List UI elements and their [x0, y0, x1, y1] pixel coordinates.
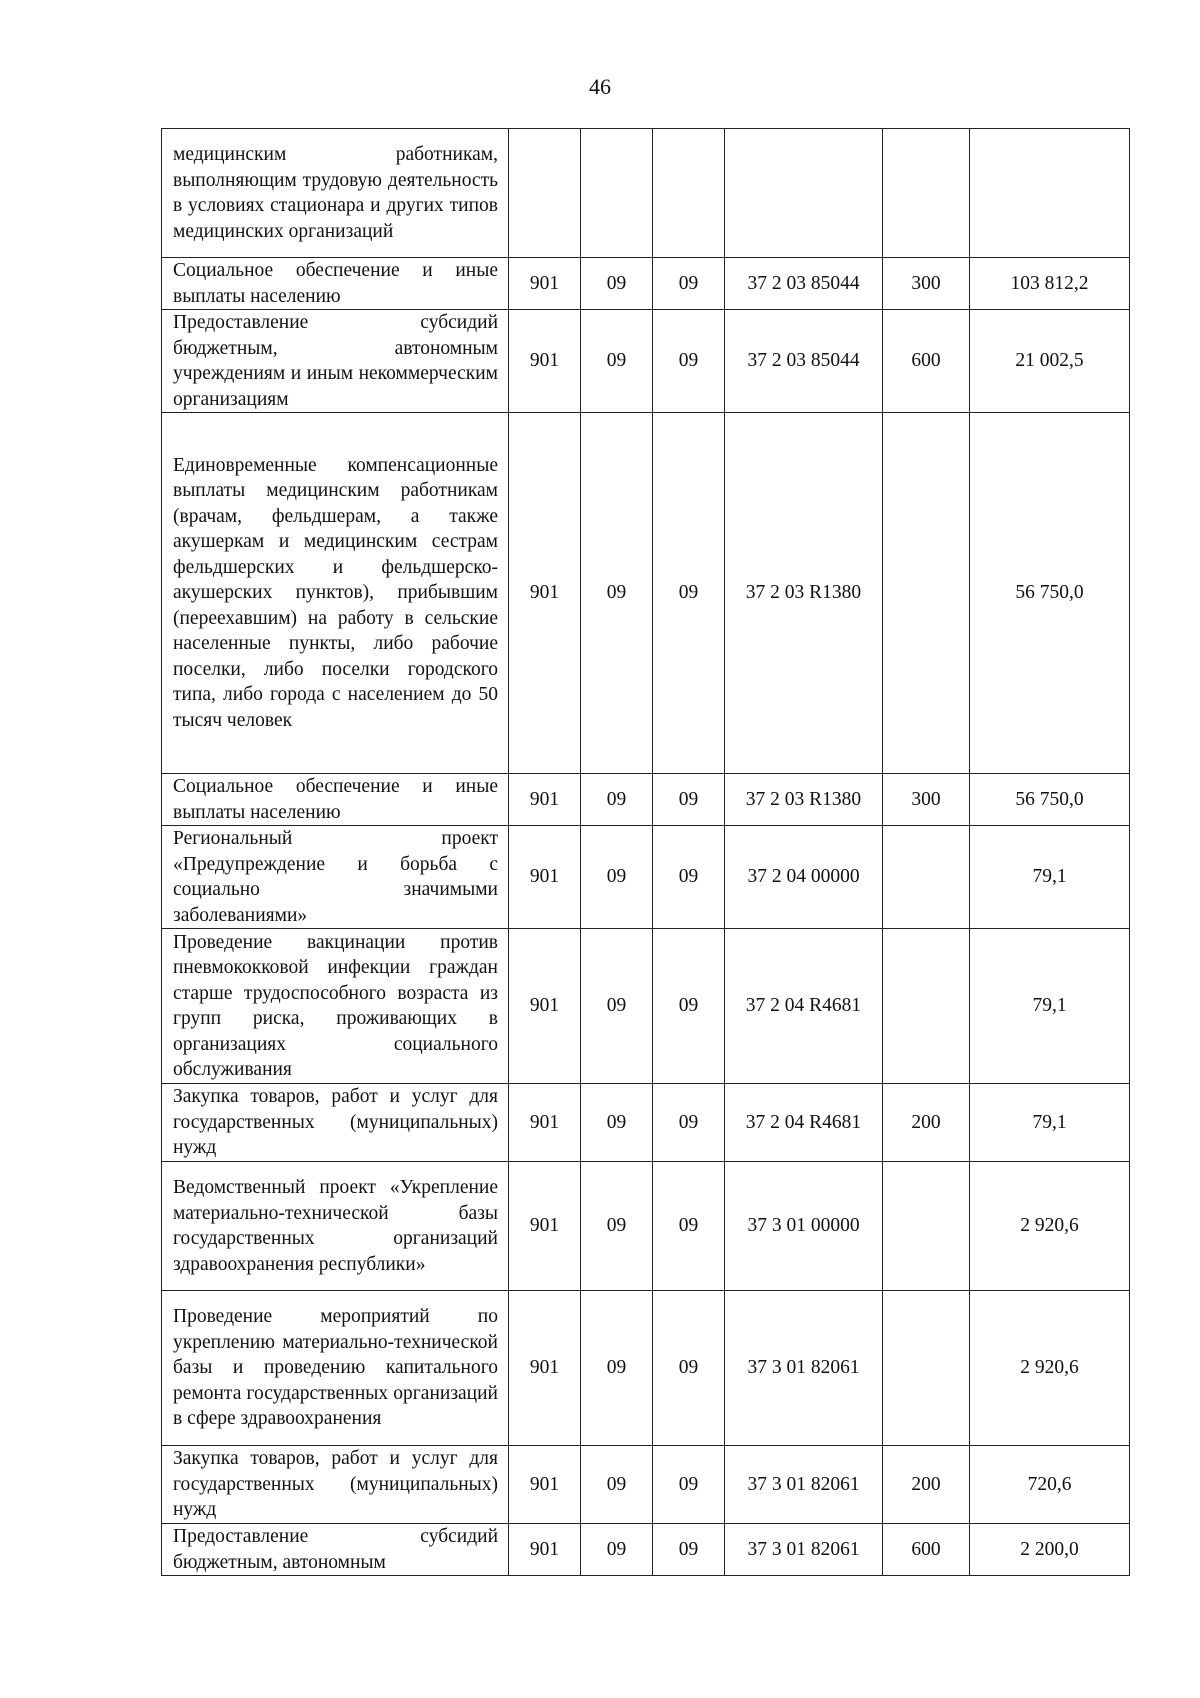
row-target-article	[725, 129, 883, 258]
row-section: 09	[581, 826, 653, 929]
row-name: Закупка товаров, работ и услуг для государственных (муниципальных) нужд	[162, 1446, 509, 1524]
row-sum: 2 920,6	[970, 1291, 1130, 1446]
row-grbs: 901	[509, 1162, 581, 1291]
row-grbs: 901	[509, 1291, 581, 1446]
row-expense-type	[883, 413, 970, 774]
row-subsection	[653, 129, 725, 258]
row-expense-type	[883, 1291, 970, 1446]
row-grbs: 901	[509, 929, 581, 1084]
row-target-article: 37 2 04 R4681	[725, 929, 883, 1084]
row-name: Ведомственный проект «Укрепление материально-технической базы государственных организаций здравоохранения республики»	[162, 1162, 509, 1291]
row-sum: 56 750,0	[970, 774, 1130, 826]
row-name: Предоставление субсидий бюджетным, автономным учреждениям и иным некоммерческим организациям	[162, 310, 509, 413]
row-target-article: 37 3 01 82061	[725, 1291, 883, 1446]
row-grbs: 901	[509, 310, 581, 413]
row-name: медицинским работникам, выполняющим трудовую деятельность в условиях стационара и других типов медицинских организаций	[162, 129, 509, 258]
row-target-article: 37 2 04 R4681	[725, 1084, 883, 1162]
row-target-article: 37 2 03 85044	[725, 310, 883, 413]
table-row	[162, 310, 1130, 413]
table-row	[162, 826, 1130, 929]
table-row	[162, 1524, 1130, 1576]
row-expense-type: 300	[883, 258, 970, 310]
row-grbs: 901	[509, 413, 581, 774]
row-subsection: 09	[653, 1524, 725, 1576]
row-sum: 720,6	[970, 1446, 1130, 1524]
row-subsection: 09	[653, 826, 725, 929]
row-subsection: 09	[653, 929, 725, 1084]
row-subsection: 09	[653, 1291, 725, 1446]
table-row	[162, 129, 1130, 258]
row-section: 09	[581, 413, 653, 774]
row-name: Проведение мероприятий по укреплению материально-технической базы и проведению капитального ремонта государственных организаций в сфере здравоохранения	[162, 1291, 509, 1446]
row-name: Региональный проект «Предупреждение и борьба с социально значимыми заболеваниями»	[162, 826, 509, 929]
row-subsection: 09	[653, 1084, 725, 1162]
row-section: 09	[581, 1162, 653, 1291]
row-target-article: 37 2 03 R1380	[725, 774, 883, 826]
row-section	[581, 129, 653, 258]
table-row	[162, 413, 1130, 774]
row-name: Социальное обеспечение и иные выплаты населению	[162, 774, 509, 826]
row-section: 09	[581, 1524, 653, 1576]
page-number: 46	[589, 74, 611, 99]
row-grbs: 901	[509, 1084, 581, 1162]
row-subsection: 09	[653, 258, 725, 310]
row-sum: 21 002,5	[970, 310, 1130, 413]
row-target-article: 37 3 01 82061	[725, 1524, 883, 1576]
row-target-article: 37 2 04 00000	[725, 826, 883, 929]
budget-table	[161, 128, 1130, 1576]
row-expense-type	[883, 929, 970, 1084]
row-grbs: 901	[509, 826, 581, 929]
row-name: Социальное обеспечение и иные выплаты населению	[162, 258, 509, 310]
row-section: 09	[581, 258, 653, 310]
row-expense-type	[883, 129, 970, 258]
row-expense-type: 600	[883, 1524, 970, 1576]
row-subsection: 09	[653, 1162, 725, 1291]
row-subsection: 09	[653, 774, 725, 826]
row-sum: 2 920,6	[970, 1162, 1130, 1291]
row-sum: 103 812,2	[970, 258, 1130, 310]
row-name: Предоставление субсидий бюджетным, автономным	[162, 1524, 509, 1576]
row-sum: 79,1	[970, 826, 1130, 929]
row-sum: 56 750,0	[970, 413, 1130, 774]
row-grbs: 901	[509, 1524, 581, 1576]
row-target-article: 37 2 03 85044	[725, 258, 883, 310]
row-expense-type: 300	[883, 774, 970, 826]
row-section: 09	[581, 1446, 653, 1524]
row-subsection: 09	[653, 1446, 725, 1524]
row-grbs: 901	[509, 1446, 581, 1524]
row-section: 09	[581, 774, 653, 826]
row-name: Проведение вакцинации против пневмококковой инфекции граждан старше трудоспособного возраста из групп риска, проживающих в организациях социального обслуживания	[162, 929, 509, 1084]
row-target-article: 37 2 03 R1380	[725, 413, 883, 774]
table-row	[162, 774, 1130, 826]
row-grbs: 901	[509, 774, 581, 826]
row-name: Закупка товаров, работ и услуг для государственных (муниципальных) нужд	[162, 1084, 509, 1162]
row-section: 09	[581, 1291, 653, 1446]
row-expense-type	[883, 1162, 970, 1291]
row-section: 09	[581, 310, 653, 413]
row-section: 09	[581, 1084, 653, 1162]
row-target-article: 37 3 01 82061	[725, 1446, 883, 1524]
row-section: 09	[581, 929, 653, 1084]
table-row	[162, 258, 1130, 310]
table-row	[162, 1162, 1130, 1291]
table-row	[162, 1446, 1130, 1524]
table-row	[162, 1084, 1130, 1162]
row-subsection: 09	[653, 413, 725, 774]
row-grbs	[509, 129, 581, 258]
row-expense-type: 200	[883, 1446, 970, 1524]
row-sum	[970, 129, 1130, 258]
row-sum: 79,1	[970, 1084, 1130, 1162]
budget-table-body	[162, 129, 1130, 1576]
row-grbs: 901	[509, 258, 581, 310]
row-subsection: 09	[653, 310, 725, 413]
row-expense-type	[883, 826, 970, 929]
row-sum: 79,1	[970, 929, 1130, 1084]
table-row	[162, 1291, 1130, 1446]
table-row	[162, 929, 1130, 1084]
row-expense-type: 600	[883, 310, 970, 413]
row-sum: 2 200,0	[970, 1524, 1130, 1576]
row-target-article: 37 3 01 00000	[725, 1162, 883, 1291]
row-expense-type: 200	[883, 1084, 970, 1162]
row-name: Единовременные компенсационные выплаты медицинским работникам (врачам, фельдшерам, а также акушеркам и медицинским сестрам фельдшерских и фельдшерско-акушерских пунктов), прибывшим (переехавшим) на работу в сельские населенные пункты, либо рабочие поселки, либо поселки городского типа, либо города с населением до 50 тысяч человек	[162, 413, 509, 774]
